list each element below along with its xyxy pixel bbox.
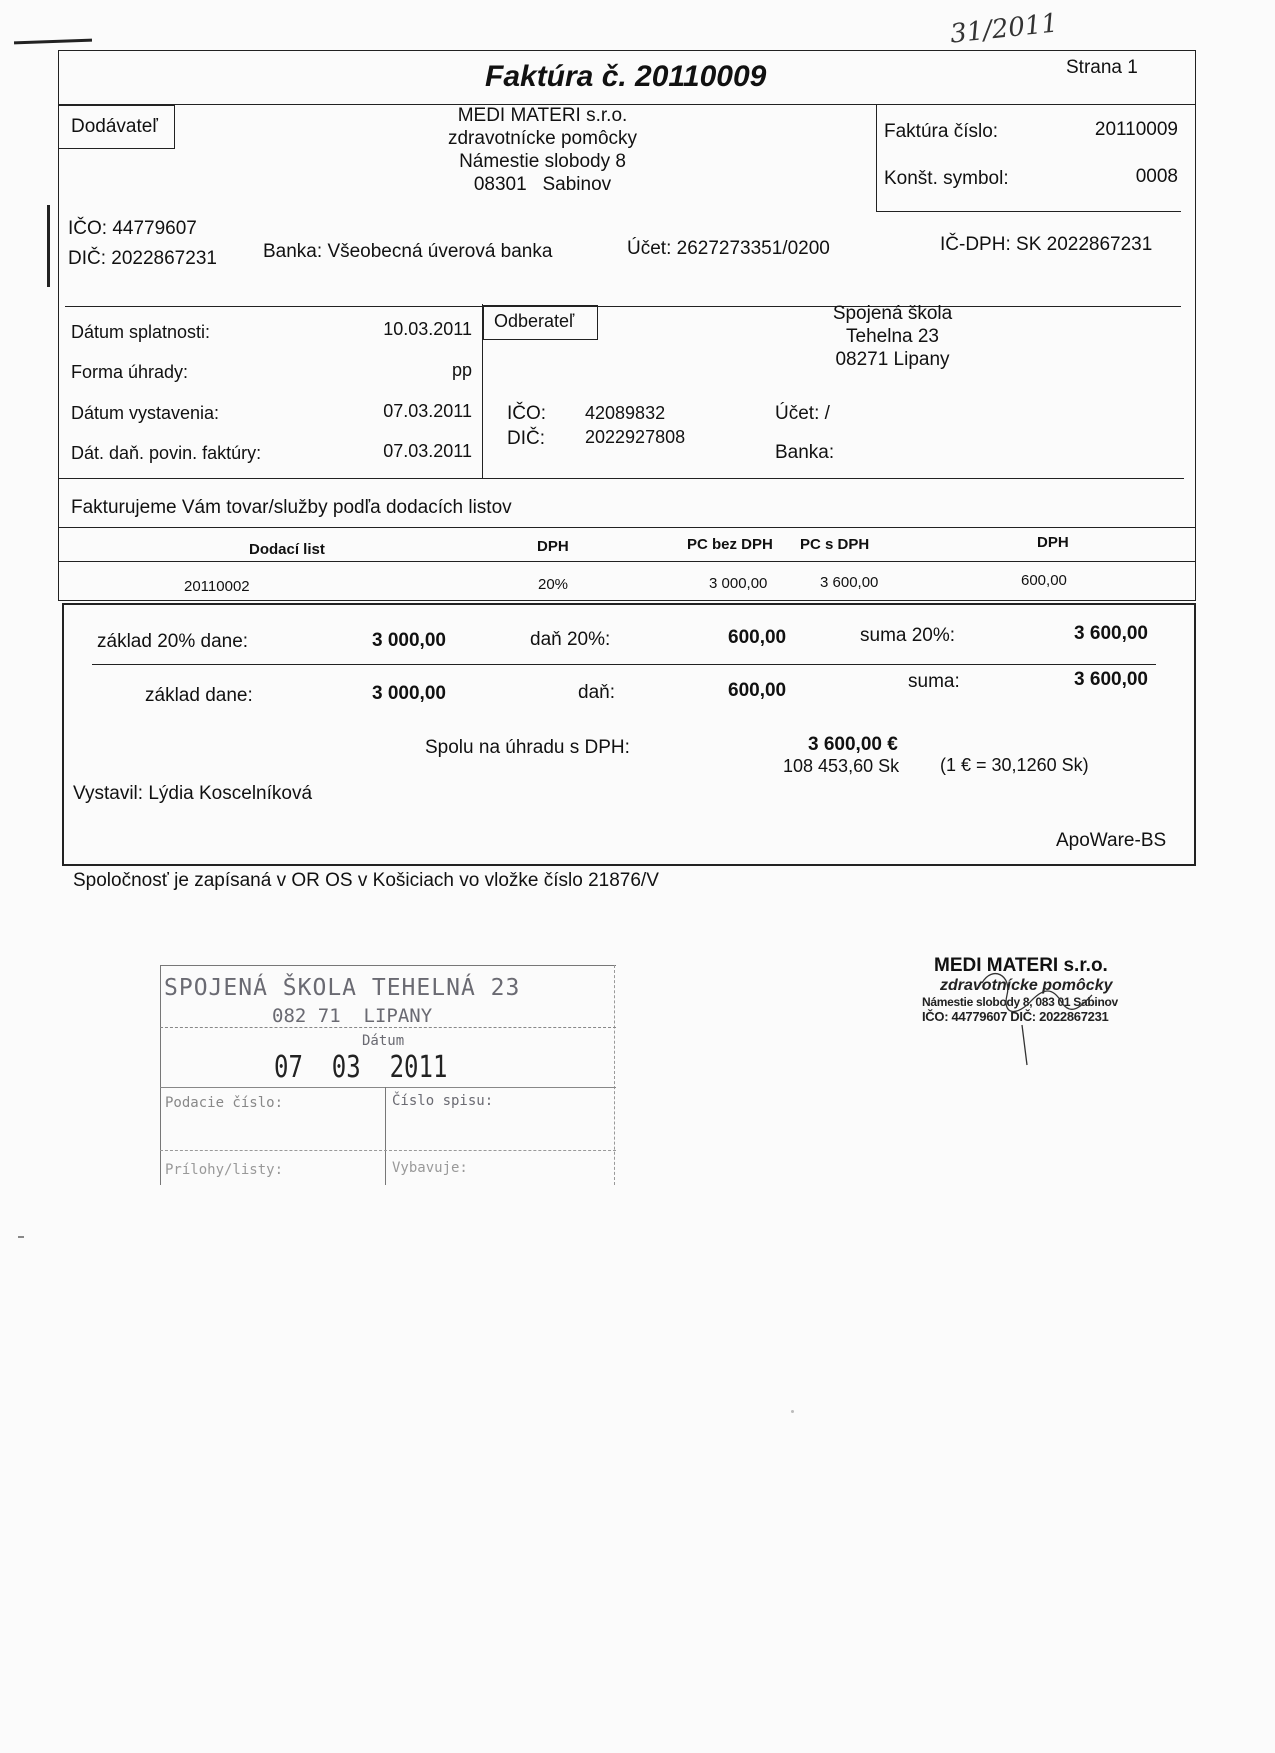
stamp-line1: SPOJENÁ ŠKOLA TEHELNÁ 23 xyxy=(164,975,521,1001)
row-vat-amount: 600,00 xyxy=(1021,572,1067,589)
invoice-title: Faktúra č. 20110009 xyxy=(485,60,767,93)
scan-speck xyxy=(18,1236,24,1238)
stamp-vybavuje: Vybavuje: xyxy=(392,1160,468,1176)
invoice-intro: Fakturujeme Vám tovar/služby podľa dodacích listov xyxy=(71,497,512,518)
base-value: 3 000,00 xyxy=(372,683,446,704)
registration-note: Spoločnosť je zapísaná v OR OS v Košiciach vo vložke číslo 21876/V xyxy=(73,870,659,891)
customer-ico-label: IČO: xyxy=(507,403,547,424)
sum-value: 3 600,00 xyxy=(1074,669,1148,690)
pen-mark xyxy=(14,39,92,45)
customer-dic-label: DIČ: xyxy=(507,428,545,449)
invoice-number-label: Faktúra číslo: xyxy=(884,121,999,142)
constant-symbol: 0008 xyxy=(1135,166,1178,187)
due-date: 10.03.2011 xyxy=(383,319,472,339)
customer-bank: Banka: xyxy=(775,442,835,463)
customer-name: Spojená škola xyxy=(832,303,953,324)
tax-value: 600,00 xyxy=(728,680,787,701)
received-stamp xyxy=(160,965,616,1185)
stamp-line2: 082 71 LIPANY xyxy=(272,1005,433,1027)
col-vat-rate: DPH xyxy=(537,538,569,555)
issue-date-label: Dátum vystavenia: xyxy=(71,403,220,423)
tax20-value: 600,00 xyxy=(728,627,787,648)
stamp-date-label: Dátum xyxy=(362,1033,405,1049)
row-price-without-vat: 3 000,00 xyxy=(709,575,768,592)
supplier-line3: Námestie slobody 8 xyxy=(459,151,626,172)
supplier-bank: Banka: Všeobecná úverová banka xyxy=(263,241,553,262)
payment-form: pp xyxy=(451,360,472,380)
company-stamp-line1: MEDI MATERI s.r.o. xyxy=(934,955,1108,976)
supplier-address xyxy=(400,104,685,196)
issued-by: Vystavil: Lýdia Koscelníková xyxy=(73,783,313,804)
customer-account: Účet: / xyxy=(775,403,830,424)
total-sk-value: 108 453,60 Sk xyxy=(783,756,900,776)
invoice-number: 20110009 xyxy=(1094,119,1178,140)
customer-line3: 08271 Lipany xyxy=(835,349,950,370)
supplier-line2: zdravotnícke pomôcky xyxy=(447,128,638,149)
row-vat-rate: 20% xyxy=(538,576,569,593)
base20-value: 3 000,00 xyxy=(372,630,446,651)
company-stamp-line2: zdravotnícke pomôcky xyxy=(940,977,1113,994)
base-label: základ dane: xyxy=(145,685,253,706)
tax-label: daň: xyxy=(578,682,615,703)
scan-speck xyxy=(791,1410,794,1413)
company-stamp-line3: Námestie slobody 8, 083 01 Sabinov xyxy=(922,995,1118,1009)
total-label: Spolu na úhradu s DPH: xyxy=(425,737,630,758)
company-stamp xyxy=(922,955,1162,1024)
issue-date: 07.03.2011 xyxy=(383,401,472,421)
customer-line2: Tehelna 23 xyxy=(846,326,939,347)
row-delivery-note: 20110002 xyxy=(184,578,250,595)
tax20-label: daň 20%: xyxy=(530,629,611,650)
row-price-with-vat: 3 600,00 xyxy=(820,574,879,591)
constant-symbol-label: Konšt. symbol: xyxy=(884,168,1009,189)
sum20-value: 3 600,00 xyxy=(1074,623,1148,644)
supplier-dic: DIČ: 2022867231 xyxy=(68,248,217,269)
payment-form-label: Forma úhrady: xyxy=(71,362,189,382)
stamp-date: 07 03 2011 xyxy=(274,1049,448,1085)
supplier-name: MEDI MATERI s.r.o. xyxy=(457,105,628,126)
stamp-spis: Číslo spisu: xyxy=(392,1093,494,1109)
customer-ico: 42089832 xyxy=(585,403,666,423)
due-date-label: Dátum splatnosti: xyxy=(71,322,211,342)
supplier-icdph: IČ-DPH: SK 2022867231 xyxy=(940,234,1153,255)
customer-label: Odberateľ xyxy=(494,311,575,331)
customer-dic: 2022927808 xyxy=(585,427,686,447)
supplier-line4: 08301 Sabinov xyxy=(473,174,612,195)
supplier-ico: IČO: 44779607 xyxy=(68,218,197,239)
handwritten-note: 31/2011 xyxy=(948,8,1060,50)
supplier-label: Dodávateľ xyxy=(71,116,158,137)
col-delivery-note: Dodací list xyxy=(249,541,325,558)
exchange-rate: (1 € = 30,1260 Sk) xyxy=(940,755,1089,775)
company-stamp-line4: IČO: 44779607 DIČ: 2022867231 xyxy=(922,1009,1109,1024)
supplier-account: Účet: 2627273351/0200 xyxy=(627,238,830,259)
col-vat-amount: DPH xyxy=(1037,534,1069,551)
total-value: 3 600,00 € xyxy=(808,734,898,755)
sum20-label: suma 20%: xyxy=(860,625,956,646)
stamp-podacie: Podacie číslo: xyxy=(165,1095,284,1111)
stamp-prilohy: Prílohy/listy: xyxy=(165,1162,284,1178)
tax-date-label: Dát. daň. povin. faktúry: xyxy=(71,443,262,463)
base20-label: základ 20% dane: xyxy=(97,631,249,652)
col-price-without-vat: PC bez DPH xyxy=(687,536,773,553)
page-number: Strana 1 xyxy=(1066,57,1138,78)
signature-icon xyxy=(922,955,1162,1075)
col-price-with-vat: PC s DPH xyxy=(800,536,870,553)
pen-margin-mark xyxy=(47,205,50,287)
customer-address xyxy=(770,302,1015,371)
sum-label: suma: xyxy=(908,671,960,692)
software-name: ApoWare-BS xyxy=(1056,830,1167,851)
tax-date: 07.03.2011 xyxy=(383,441,472,461)
